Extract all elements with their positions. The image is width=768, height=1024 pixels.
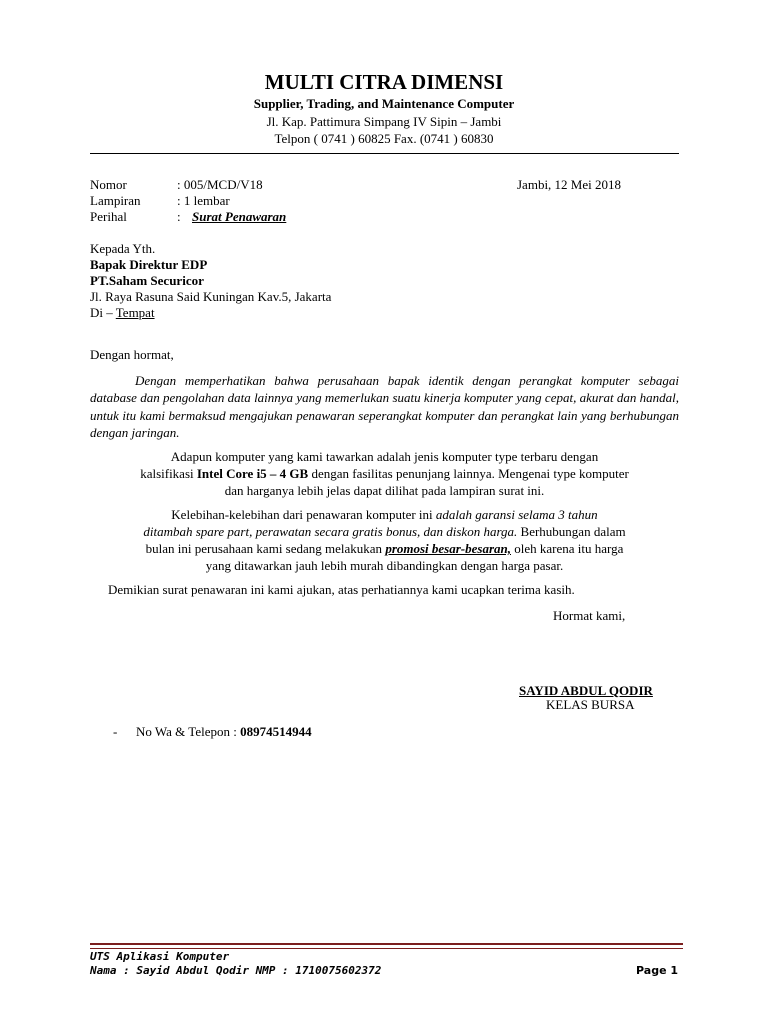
closing-sentence: Demikian surat penawaran ini kami ajukan, atas perhatiannya kami ucapkan terima kasih. [108, 582, 575, 597]
company-contact: Telpon ( 0741 ) 60825 Fax. (0741 ) 60830 [274, 131, 494, 146]
perihal-value: Surat Penawaran [192, 209, 287, 224]
p3-post-3: oleh karena itu harga [511, 541, 624, 556]
contact-label: No Wa & Telepon : [136, 724, 241, 739]
perihal-colon: : [177, 209, 181, 224]
paragraph-3-line-1 [90, 507, 679, 523]
p3-post-2: Berhubungan dalam [517, 524, 626, 539]
nomor-label: Nomor [90, 177, 127, 192]
lampiran-value: : 1 lembar [177, 193, 230, 208]
place-value: Tempat [115, 305, 155, 320]
footer-student: Nama : Sayid Abdul Qodir NMP : 1710075602372 [90, 964, 382, 977]
footer-rule-thin [90, 948, 683, 949]
nomor-value: : 005/MCD/V18 [177, 177, 263, 192]
p3-pre: Kelebihan-kelebihan dari penawaran komputer ini [171, 507, 436, 522]
p2-post: dengan fasilitas penunjang lainnya. Mengenai type komputer [308, 466, 629, 481]
place-prefix: Di – [90, 305, 116, 320]
p3-italic-1: adalah garansi selama 3 tahun [435, 507, 598, 522]
perihal-label: Perihal [90, 209, 127, 224]
closing-regards: Hormat kami, [553, 608, 626, 623]
recipient-greeting: Kepada Yth. [90, 241, 156, 256]
p3-pre-3: bulan ini perusahaan kami sedang melakukan [145, 541, 386, 556]
page-number: Page 1 [636, 964, 679, 977]
company-address: Jl. Kap. Pattimura Simpang IV Sipin – Jambi [266, 114, 502, 129]
company-tagline: Supplier, Trading, and Maintenance Computer [253, 96, 515, 111]
contact-number: 08974514944 [240, 724, 312, 739]
paragraph-3-line-2 [90, 524, 679, 540]
p2-pre: kalsifikasi [140, 466, 197, 481]
contact-note [136, 724, 312, 740]
company-name: MULTI CITRA DIMENSI [264, 70, 504, 94]
footer-course: UTS Aplikasi Komputer [90, 950, 230, 963]
signature-name: SAYID ABDUL QODIR [519, 683, 653, 698]
recipient-address: Jl. Raya Rasuna Said Kuningan Kav.5, Jakarta [90, 289, 332, 304]
promo-emphasis: promosi besar-besaran, [385, 541, 511, 556]
signature-title: KELAS BURSA [546, 697, 635, 712]
paragraph-3-line-3 [90, 541, 679, 557]
paragraph-1: Dengan memperhatikan bahwa perusahaan bapak identik dengan perangkat komputer sebagai database dan pengolahan data lainnya yang memerlukan suatu kinerja komputer yang cepat, akurat dan handal, untuk itu kami bermaksud mengajukan penawaran seperangkat komputer dan perangkat lain yang berhubungan dengan jaringan. [90, 373, 679, 441]
bullet-dash: - [113, 724, 118, 739]
letterhead-divider [90, 153, 679, 154]
recipient-company: PT.Saham Securicor [90, 273, 204, 288]
salutation: Dengan hormat, [90, 347, 174, 362]
paragraph-2-line-2 [90, 466, 679, 482]
processor-spec: Intel Core i5 – 4 GB [196, 466, 309, 481]
paragraph-2-line-3: dan harganya lebih jelas dapat dilihat pada lampiran surat ini. [224, 483, 545, 498]
recipient-name: Bapak Direktur EDP [90, 257, 208, 272]
letter-date: Jambi, 12 Mei 2018 [517, 177, 621, 192]
p3-italic-2: ditambah spare part, perawatan secara gratis bonus, dan diskon harga. [143, 524, 518, 539]
paragraph-2-line-1: Adapun komputer yang kami tawarkan adalah jenis komputer type terbaru dengan [170, 449, 599, 464]
lampiran-label: Lampiran [90, 193, 141, 208]
recipient-place [90, 305, 155, 321]
paragraph-3-line-4: yang ditawarkan jauh lebih murah dibandingkan dengan harga pasar. [205, 558, 564, 573]
footer-rule-thick [90, 943, 683, 945]
